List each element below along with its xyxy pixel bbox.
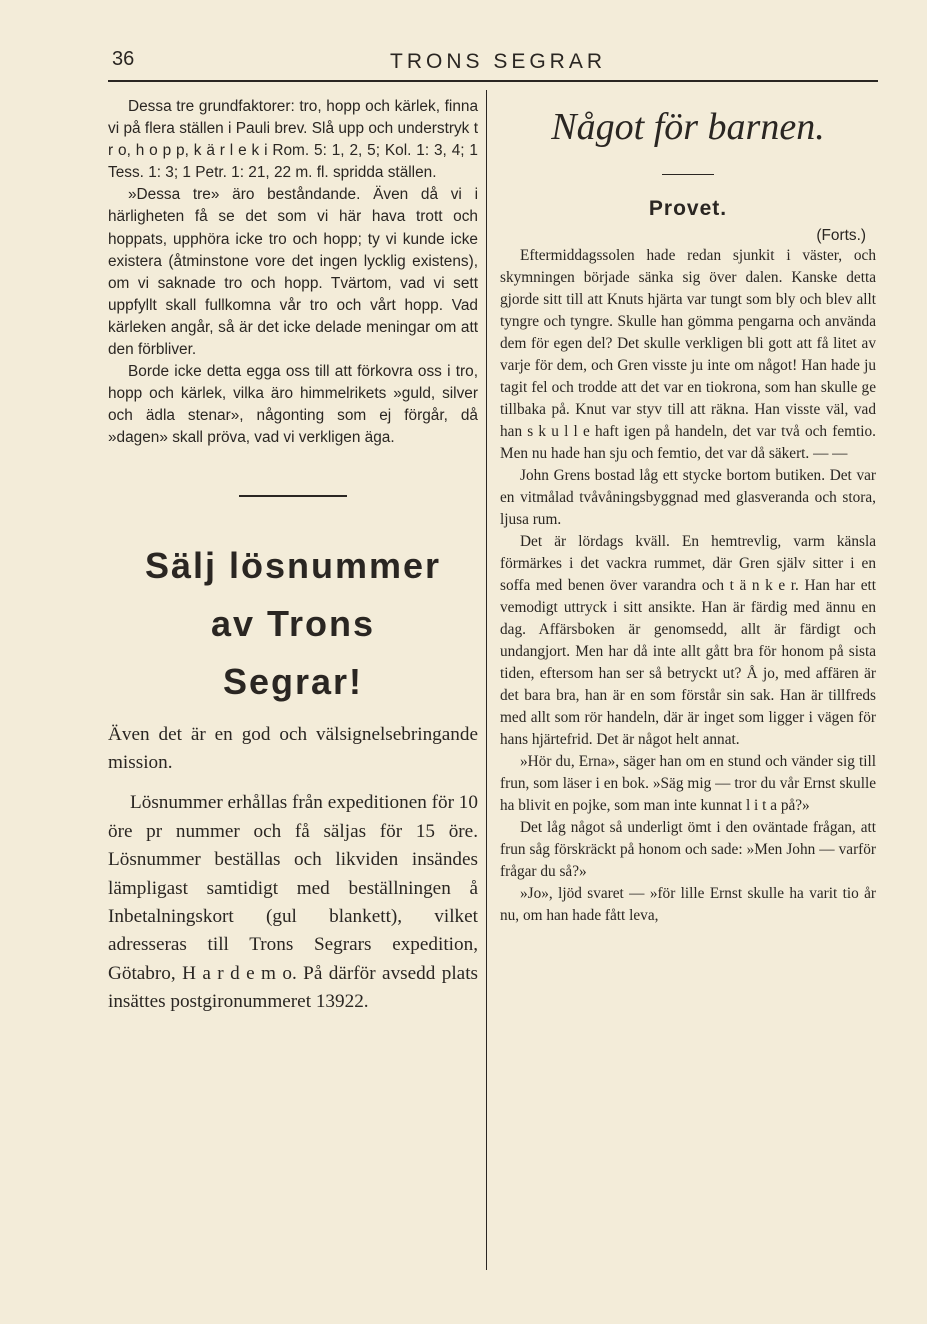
story-paragraph-6: »Jo», ljöd svaret — »för lille Ernst skulle ha varit tio år nu, om han hade fått leva, (500, 885, 876, 924)
right-column (500, 96, 876, 927)
title-short-rule (662, 174, 714, 175)
advert-paragraph-1: Även det är en god och välsignelsebringande mission. (108, 723, 478, 773)
story-paragraph-4: »Hör du, Erna», säger han om en stund och vänder sig till frun, som läser i en bok. »Säg mig — tror du vår Ernst skulle ha blivit en pojke, som man inte kunnat l i t a på?» (500, 753, 876, 814)
advert-title-line-2: av Trons (210, 602, 376, 644)
section-separator-rule (239, 495, 347, 497)
story-title: Provet. (648, 197, 728, 220)
story-paragraph-3: Det är lördags kväll. En hemtrevlig, varm känsla förmärkes i det vackra rummet, där Gren själv sitter i en soffa med benen över varandra och t ä n k e r. Han har ett vemodigt uttryck i sitt ansikte. Han är färdig med ännu en dag. Affärsboken är genomsedd, allt är färdigt och undangjort. Men har då inte allt gått bra för honom på sista tiden, eftersom han ser så betryckt ut? Å jo, med affären är det bara bra, han är en som förstår sin sak. Han är tillfreds med allt som rör handeln, där är inget som ligger i vägen för hans hjärtefrid. Det är något helt annat. (500, 533, 876, 748)
advert-title (108, 537, 478, 711)
story-paragraph-5: Det låg något så underligt ömt i den oväntade frågan, att frun såg förskräckt på honom och sade: »Men John — varför frågar du så?» (500, 819, 876, 880)
left-paragraph-2: »Dessa tre» äro beståndande. Även då vi i härligheten få se det som vi här hava trott och hoppats, upphöra icke tro och hopp; ty vi kunde icke existera (åtminstone vore det ingen lycklig existens), om vi saknade tro och hopp. Tvärtom, vad vi sett uppfyllt skall fullkomna vår tro och vårt hopp. Vad kärleken angår, så är det icke delade meningar om att den förbliver. (108, 186, 478, 359)
left-paragraph-1: Dessa tre grundfaktorer: tro, hopp och kärlek, finna vi på flera ställen i Pauli brev. Slå upp och understryk t r o, h o p p, k ä r l e k i Rom. 5: 1, 2, 5; Kol. 1: 3, 4; 1 Tess. 1: 3; 1 Petr. 1: 21, 22 m. fl. spridda ställen. (108, 98, 478, 182)
advert-title-line-1: Sälj lösnummer (144, 544, 442, 586)
advert-title-line-3: Segrar! (222, 660, 364, 702)
section-title: Något för barnen. (551, 106, 825, 148)
page-number: 36 (112, 48, 135, 70)
continued-note: (Forts.) (816, 227, 866, 244)
column-divider (486, 90, 487, 1270)
story-paragraph-1: Eftermiddagssolen hade redan sjunkit i väster, och skymningen började sänka sig över dalen. Kanske detta gjorde sitt till att Knuts hjärta var tungt som bly och blev allt tyngre och tyngre. Skulle han gömma pengarna och använda dem för egen del? Det skulle verkligen bli gott att få litet av varje för dem, och Gren visste ju inte om något! Han hade ju tagit fel och trodde att det var en tiokrona, som han skulle ge tillbaka på. Knut var styv till att räkna. Han visste väl, vad han s k u l l e haft igen på handeln, det var två och femtio. Men nu hade han sju och femtio, det var då säkert. — — (500, 247, 876, 462)
header-rule (108, 80, 878, 82)
left-paragraph-3: Borde icke detta egga oss till att förkovra oss i tro, hopp och kärlek, vilka äro himmelrikets »guld, silver och ädla stenar», någonting som ej förgår, då »dagen» skall pröva, vad vi verkligen äga. (108, 363, 478, 447)
advert-paragraph-2: Lösnummer erhållas från expeditionen för 10 öre pr nummer och få säljas för 15 öre. Lösnummer beställas och likviden insändes lämpligast samtidigt med beställningen å Inbetalningskort (gul blankett), vilket adresseras till Trons Segrars expedition, Götabro, H a r d e m o. På därför avsedd plats insättes postgironummeret 13922. (108, 792, 478, 1013)
running-title: TRONS SEGRAR (390, 50, 607, 73)
story-paragraph-2: John Grens bostad låg ett stycke bortom butiken. Det var en vitmålad tvåvåningsbyggnad med glasveranda och stora, ljusa rum. (500, 467, 876, 528)
left-column (108, 96, 478, 1017)
